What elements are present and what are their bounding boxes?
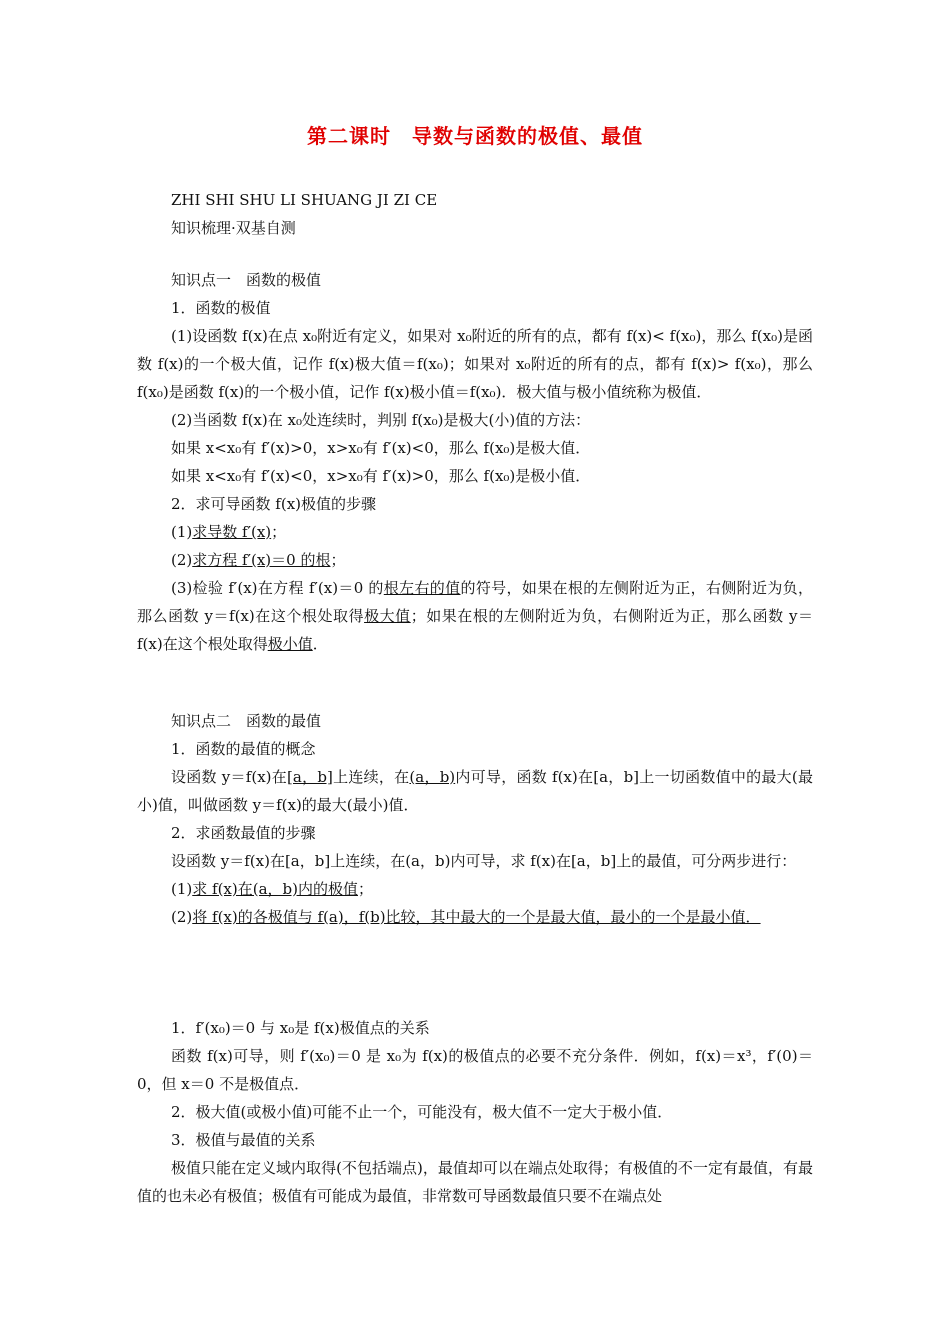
knowledge-point-2	[137, 707, 813, 931]
knowledge-point-1	[137, 266, 813, 658]
kp1-step3-answer-2: 极大值	[364, 607, 411, 625]
kp1-step2-answer: 求方程 f′(x)＝0 的根	[192, 551, 331, 569]
kp1-step1-answer: 求导数 f′(x)	[192, 523, 272, 541]
notes-block	[137, 1014, 813, 1210]
kp1-para4: 如果 x<x₀有 f′(x)<0，x>x₀有 f′(x)>0，那么 f(x₀)是极小值．	[171, 467, 591, 485]
kp2-step1-answer: 求 f(x)在(a，b)内的极值	[192, 880, 358, 898]
note-3-body: 极值只能在定义域内取得(不包括端点)，最值却可以在端点处取得；有极值的不一定有最值，有最值的也未必有极值；极值有可能成为最值，非常数可导函数最值只要不在端点处	[137, 1159, 813, 1205]
kp1-heading: 知识点一 函数的极值	[171, 271, 322, 289]
kp2-sub2: 2．求函数最值的步骤	[171, 824, 316, 842]
kp2-para2: 设函数 y＝f(x)在[a，b]上连续，在(a，b)内可导，求 f(x)在[a，b]上的最值，可分两步进行：	[171, 852, 797, 870]
pinyin-line: ZHI SHI SHU LI SHUANG JI ZI CE	[171, 191, 438, 209]
kp1-para2: (2)当函数 f(x)在 x₀处连续时，判别 f(x₀)是极大(小)值的方法：	[171, 411, 591, 429]
note-3-heading: 3．极值与最值的关系	[171, 1131, 316, 1149]
kp1-step2: (2)求方程 f′(x)＝0 的根；	[171, 551, 346, 569]
section-header: 知识梳理·双基自测	[171, 219, 296, 237]
kp2-heading: 知识点二 函数的最值	[171, 712, 322, 730]
kp1-step3-answer-3: 极小值	[267, 635, 313, 653]
kp1-sub2: 2．求可导函数 f(x)极值的步骤	[171, 495, 377, 513]
kp1-sub1: 1．函数的极值	[171, 299, 271, 317]
kp1-step1: (1)求导数 f′(x)；	[171, 523, 287, 541]
note-1-body: 函数 f(x)可导，则 f′(x₀)＝0 是 x₀为 f(x)的极值点的必要不充分条件．例如，f(x)＝x³，f′(0)＝0，但 x＝0 不是极值点．	[137, 1047, 813, 1093]
kp2-answer-interval-closed: [a，b]	[287, 768, 333, 786]
kp2-step1: (1)求 f(x)在(a，b)内的极值；	[171, 880, 373, 898]
kp1-para1: (1)设函数 f(x)在点 x₀附近有定义，如果对 x₀附近的所有的点，都有 f(x)< f(x₀)，那么 f(x₀)是函数 f(x)的一个极大值，记作 f(x)极大值＝f(x₀)；如果对 x₀附近的所有的点，都有 f(x)> f(x₀)，那么 f(x₀)是函数 f(x)的一个极小值，记作 f(x)极小值＝f(x₀)．极大值与极小值统称为极值．	[137, 327, 813, 401]
page-title: 第二课时 导数与函数的极值、最值	[307, 124, 643, 148]
kp2-sub1: 1．函数的最值的概念	[171, 740, 316, 758]
kp1-step3: (3)检验 f′(x)在方程 f′(x)＝0 的根左右的值的符号，如果在根的左侧附近为正，右侧附近为负，那么函数 y＝f(x)在这个根处取得极大值；如果在根的左侧附近为负，右侧附近为正，那么函数 y＝f(x)在这个根处取得极小值．	[137, 579, 813, 653]
kp2-step2-answer: 将 f(x)的各极值与 f(a)，f(b)比较，其中最大的一个是最大值，最小的一个是最小值．	[192, 908, 761, 926]
intro-block	[137, 186, 813, 242]
kp1-step3-answer-1: 根左右的值	[383, 579, 461, 597]
kp2-answer-interval-open: (a，b)	[409, 768, 456, 786]
note-1-heading: 1．f′(x₀)＝0 与 x₀是 f(x)极值点的关系	[171, 1019, 430, 1037]
kp1-para3: 如果 x<x₀有 f′(x)>0，x>x₀有 f′(x)<0，那么 f(x₀)是极大值．	[171, 439, 591, 457]
kp2-para1: 设函数 y＝f(x)在[a，b]上连续，在(a，b)内可导，函数 f(x)在[a，b]上一切函数值中的最大(最小)值，叫做函数 y＝f(x)的最大(最小)值．	[137, 768, 813, 814]
kp2-step2: (2)将 f(x)的各极值与 f(a)，f(b)比较，其中最大的一个是最大值，最小的一个是最小值．	[171, 908, 761, 926]
note-2: 2．极大值(或极小值)可能不止一个，可能没有，极大值不一定大于极小值．	[171, 1103, 673, 1121]
